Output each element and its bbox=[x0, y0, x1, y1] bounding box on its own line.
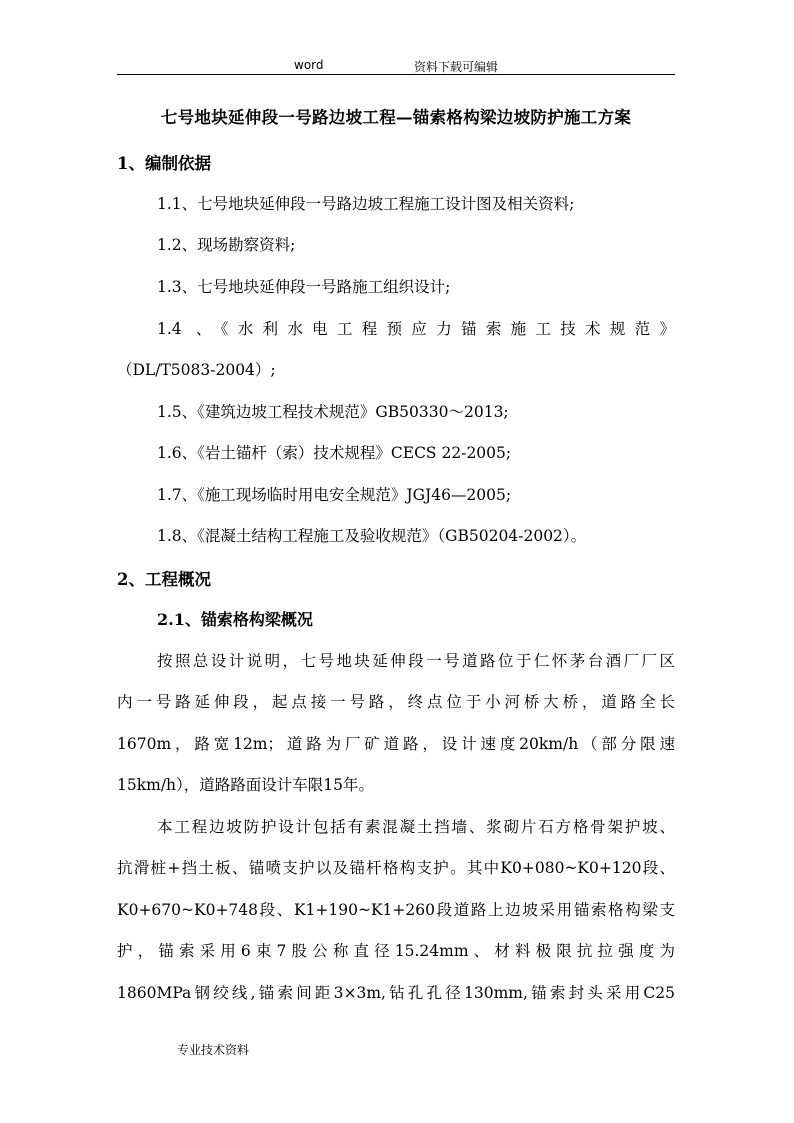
paragraph-line: 内一号路延伸段，起点接一号路，终点位于小河桥大桥，道路全长 bbox=[117, 693, 675, 711]
paragraph-line: 本工程边坡防护设计包括有素混凝土挡墙、浆砌片石方格骨架护坡、 bbox=[157, 818, 675, 836]
reference-item: 1.6、《岩土锚杆（索）技术规程》CECS 22-2005; bbox=[157, 444, 512, 462]
paragraph-line: K0+670~K0+748段、K1+190~K1+260段道路上边坡采用锚索格构梁支 bbox=[117, 901, 675, 919]
paragraph-line: 护，锚索采用6束7股公称直径15.24mm、材料极限抗拉强度为 bbox=[117, 942, 675, 960]
paragraph-line: 1670m，路宽12m；道路为厂矿道路，设计速度20km/h（部分限速 bbox=[117, 735, 675, 753]
header-right-text: 资料下载可编辑 bbox=[414, 60, 499, 74]
reference-item-continuation: （DL/T5083-2004）; bbox=[117, 361, 276, 379]
page-header bbox=[117, 56, 675, 75]
paragraph-line: 1860MPa钢绞线,锚索间距3×3m,钻孔孔径130mm,锚索封头采用C25 bbox=[117, 984, 675, 1002]
section-heading: 2、工程概况 bbox=[117, 570, 211, 589]
reference-item: 1.1、七号地块延伸段一号路边坡工程施工设计图及相关资料; bbox=[157, 195, 575, 213]
header-left-text: word bbox=[294, 58, 324, 72]
reference-item: 1.4 、《水利水电工程预应力锚索施工技术规范》 bbox=[157, 320, 675, 338]
paragraph-line: 按照总设计说明，七号地块延伸段一号道路位于仁怀茅台酒厂厂区 bbox=[157, 652, 675, 670]
document-title: 七号地块延伸段一号路边坡工程—锚索格构梁边坡防护施工方案 bbox=[160, 108, 632, 127]
reference-item: 1.8、《混凝土结构工程施工及验收规范》（GB50204-2002）。 bbox=[157, 527, 587, 545]
page-footer: 专业技术资料 bbox=[177, 1043, 250, 1057]
subsection-heading: 2.1、锚索格构梁概况 bbox=[157, 610, 313, 629]
reference-item: 1.5、《建筑边坡工程技术规范》GB50330～2013; bbox=[157, 403, 509, 421]
reference-item: 1.7、《施工现场临时用电安全规范》JGJ46—2005; bbox=[157, 486, 512, 504]
paragraph-line: 15km/h），道路路面设计车限15年。 bbox=[117, 776, 374, 794]
section-heading: 1、编制依据 bbox=[117, 154, 211, 173]
reference-item: 1.2、现场勘察资料; bbox=[157, 236, 296, 254]
paragraph-line: 抗滑桩+挡土板、锚喷支护以及锚杆格构支护。其中K0+080~K0+120段、 bbox=[117, 859, 675, 877]
reference-item: 1.3、七号地块延伸段一号路施工组织设计; bbox=[157, 278, 451, 296]
